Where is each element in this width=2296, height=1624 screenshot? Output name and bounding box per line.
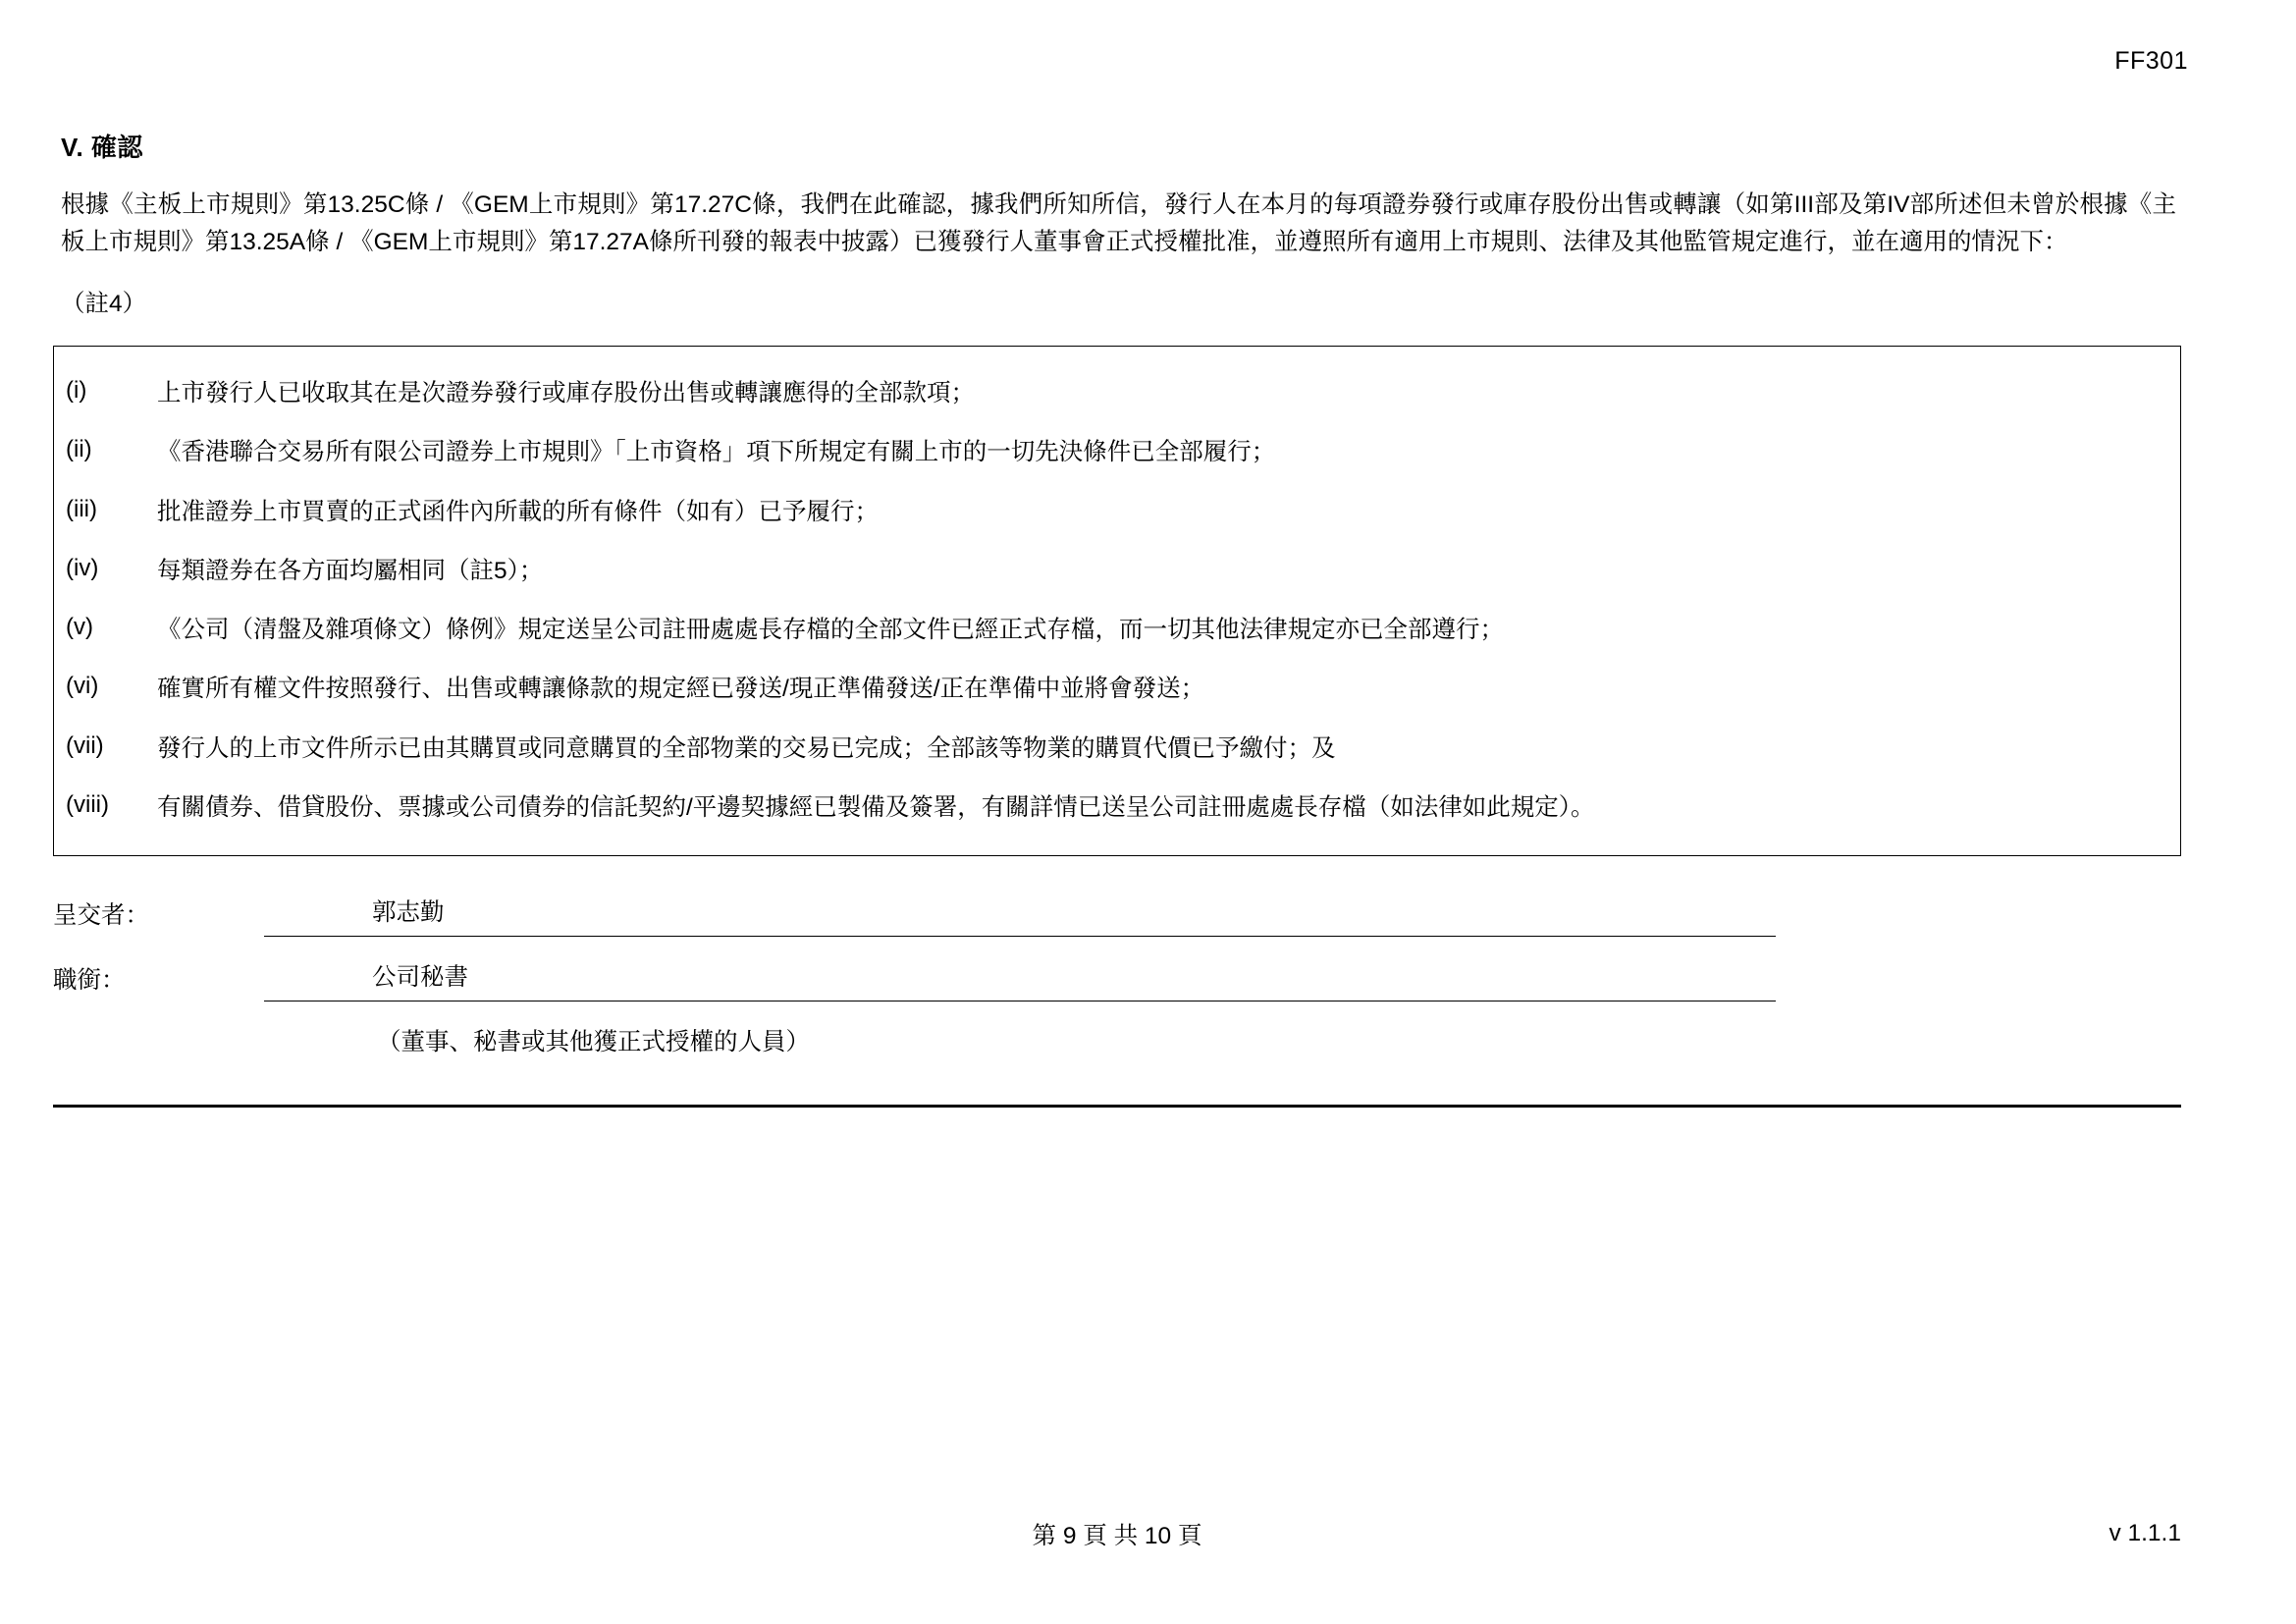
note-reference: （註4） <box>61 291 147 317</box>
list-item-number: (iv) <box>66 554 99 581</box>
list-item-number: (vi) <box>66 673 99 700</box>
submitter-value: 郭志勤 <box>372 899 445 926</box>
list-item <box>54 779 2180 838</box>
list-item-number: (vii) <box>66 731 104 759</box>
list-item <box>54 720 2180 779</box>
section-title: V. 確認 <box>61 133 143 162</box>
list-item-text: 上市發行人已收取其在是次證券發行或庫存股份出售或轉讓應得的全部款項； <box>157 380 975 406</box>
list-item-text: 有關債券、借貸股份、票據或公司債券的信託契約/平邊契據經已製備及簽署，有關詳情已送呈公司註冊處處長存檔（如法律如此規定）。 <box>157 794 1595 822</box>
title-field[interactable] <box>264 958 1776 1001</box>
list-item <box>54 364 2180 423</box>
confirmation-items-box <box>53 346 2181 856</box>
list-item <box>54 423 2180 482</box>
submitter-field[interactable] <box>264 893 1776 937</box>
title-label: 職銜： <box>53 967 126 994</box>
list-item-number: (ii) <box>66 436 92 463</box>
list-item-number: (v) <box>66 614 93 641</box>
list-item <box>54 601 2180 660</box>
list-item-text: 確實所有權文件按照發行、出售或轉讓條款的規定經已發送/現正準備發送/正在準備中並將會發送； <box>157 676 1205 703</box>
submitter-label: 呈交者： <box>53 902 149 929</box>
list-item-number: (viii) <box>66 791 109 819</box>
list-item <box>54 660 2180 719</box>
list-item-number: (iii) <box>66 495 97 522</box>
list-item-text: 《公司（清盤及雜項條文）條例》規定送呈公司註冊處處長存檔的全部文件已經正式存檔，而一切其他法律規定亦已全部遵行； <box>157 617 1504 644</box>
list-item-text: 發行人的上市文件所示已由其購買或同意購買的全部物業的交易已完成；全部該等物業的購買代價已予繳付；及 <box>157 734 1336 762</box>
footer-version: v 1.1.1 <box>2109 1520 2181 1546</box>
signature-block <box>53 893 2181 1057</box>
footer-page-number: 第 9 頁 共 10 頁 <box>1032 1522 1202 1549</box>
submitter-row <box>53 893 2181 937</box>
title-row <box>53 958 2181 1001</box>
signature-caption: （董事、秘書或其他獲正式授權的人員） <box>377 1029 810 1056</box>
title-value: 公司秘書 <box>372 964 468 991</box>
list-item-number: (i) <box>66 377 87 404</box>
list-item <box>54 542 2180 601</box>
form-code: FF301 <box>2114 47 2188 75</box>
list-item-text: 批准證券上市買賣的正式函件內所載的所有條件（如有）已予履行； <box>157 498 879 525</box>
list-item <box>54 483 2180 542</box>
list-item-text: 每類證券在各方面均屬相同（註5）； <box>157 557 544 584</box>
section-intro-paragraph: 根據《主板上市規則》第13.25C條 / 《GEM上市規則》第17.27C條，我們在此確認，據我們所知所信，發行人在本月的每項證券發行或庫存股份出售或轉讓（如第III部及第IV部所述但未曾於根據《主板上市規則》第13.25A條 / 《GEM上市規則》第17.27A條所刊發的報表中披露）已獲發行人董事會正式授權批准，並遵照所有適用上市規則、法律及其他監管規定進行，並在適用的情況下： <box>61 191 2176 255</box>
footer-divider <box>53 1105 2181 1108</box>
list-item-text: 《香港聯合交易所有限公司證券上市規則》「上市資格」項下所規定有關上市的一切先決條件已全部履行； <box>157 439 1276 466</box>
